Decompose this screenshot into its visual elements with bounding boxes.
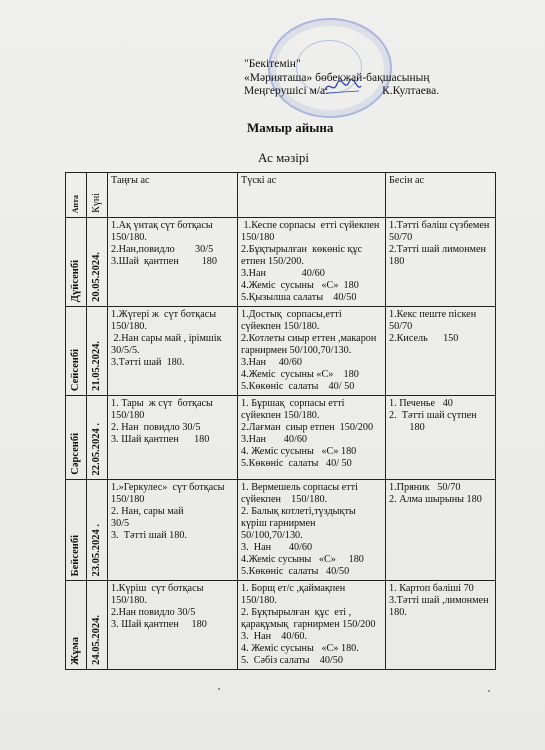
day-cell: Бейсенбі [66, 480, 87, 581]
date-cell: 20.05.2024. [87, 218, 108, 307]
kindergarten-name: «Мәрияташа» бөбекжай-бақшасының [244, 71, 430, 84]
menu-title: Ас мәзірі [258, 150, 309, 165]
lunch-cell: 1.Достық сорпасы,етті сүйекпен 150/180. 2.Котлеты сиыр еттен ,макарон гарнирмен 50/100,70/130. 3.Нан 40/60 4.Жеміс сусыны «С» 180 5.Көкөніс салаты 40/ 50 [238, 307, 386, 396]
scan-speck [488, 690, 490, 692]
breakfast-cell: 1.»Геркулес» сүт ботқасы 150/180 2. Нан, сары май 30/5 3. Тәтті шай 180. [108, 480, 238, 581]
signature-mark [323, 78, 363, 96]
month-title: Мамыр айына [247, 120, 334, 135]
table-row [66, 307, 496, 396]
date-column-header: Күні [87, 173, 108, 218]
approved-label: "Бекітемін" [244, 58, 301, 70]
breakfast-column-header: Таңғы ас [108, 173, 238, 218]
table-row [66, 218, 496, 307]
scan-speck [218, 688, 220, 690]
breakfast-cell: 1. Тары ж сүт ботқасы 150/180 2. Нан повидло 30/5 3. Шай қантпен 180 [108, 396, 238, 480]
breakfast-cell: 1.Ақ үнтақ сүт ботқасы 150/180. 2.Нан,повидло 30/5 3.Шай қантпен 180 [108, 218, 238, 307]
breakfast-cell: 1.Күріш сүт ботқасы 150/180. 2.Нан повидло 30/5 3. Шай қантпен 180 [108, 581, 238, 670]
date-cell: 23.05.2024 . [87, 480, 108, 581]
table-header-row [66, 173, 496, 218]
snack-cell: 1.Кекс пеште піскен 50/70 2.Кисель 150 [386, 307, 496, 396]
day-column-header: Апта [66, 173, 87, 218]
director-label: Меңгерушісі м/а: [244, 85, 329, 97]
lunch-cell: 1. Бұршақ сорпасы етті сүйекпен 150/180. 2.Лағман сиыр етпен 150/200 3.Нан 40/60 4. Жеміс сусыны «С» 180 5.Көкөніс салаты 40/ 50 [238, 396, 386, 480]
day-cell: Жұма [66, 581, 87, 670]
date-cell: 21.05.2024. [87, 307, 108, 396]
lunch-cell: 1.Кеспе сорпасы етті сүйекпен 150/180 2.Бұқтырылған көкөніс құс етпен 150/200. 3.Нан 40/60 4.Жеміс сусыны «С» 180 5.Қызылша салаты 40/50 [238, 218, 386, 307]
menu-table [65, 172, 496, 670]
snack-cell: 1.Пряник 50/70 2. Алма шырыны 180 [386, 480, 496, 581]
table-row [66, 480, 496, 581]
lunch-cell: 1. Борщ ет/с ,қаймақпен 150/180. 2. Бұқтырылған құс еті , қарақұмық гарнирмен 150/200 3. Нан 40/60. 4. Жеміс сусыны «С» 180. 5. Сәбіз салаты 40/50 [238, 581, 386, 670]
day-cell: Дүйсенбі [66, 218, 87, 307]
snack-cell: 1.Тәтті бәліш сүзбемен 50/70 2.Тәтті шай лимонмен 180 [386, 218, 496, 307]
table-row [66, 581, 496, 670]
lunch-column-header: Түскі ас [238, 173, 386, 218]
snack-cell: 1. Картоп бәліші 70 3.Тәтті шай ,лимонмен 180. [386, 581, 496, 670]
breakfast-cell: 1.Жүгері ж сүт ботқасы 150/180. 2.Нан сары май , ірімшік 30/5/5. 3.Тәтті шай 180. [108, 307, 238, 396]
day-cell: Сәрсенбі [66, 396, 87, 480]
table-row [66, 396, 496, 480]
snack-cell: 1. Печенье 40 2. Тәтті шай сүтпен 180 [386, 396, 496, 480]
date-cell: 24.05.2024. [87, 581, 108, 670]
lunch-cell: 1. Вермешель сорпасы етті сүйекпен 150/180. 2. Балық котлеті,түздықты күріш гарнирмен 50/100,70/130. 3. Нан 40/60 4.Жеміс сусыны «С» 180 5.Көкөніс салаты 40/50 [238, 480, 386, 581]
day-cell: Сейсенбі [66, 307, 87, 396]
snack-column-header: Бесін ас [386, 173, 496, 218]
date-cell: 22.05.2024 . [87, 396, 108, 480]
director-name: К.Култаева. [382, 85, 440, 97]
